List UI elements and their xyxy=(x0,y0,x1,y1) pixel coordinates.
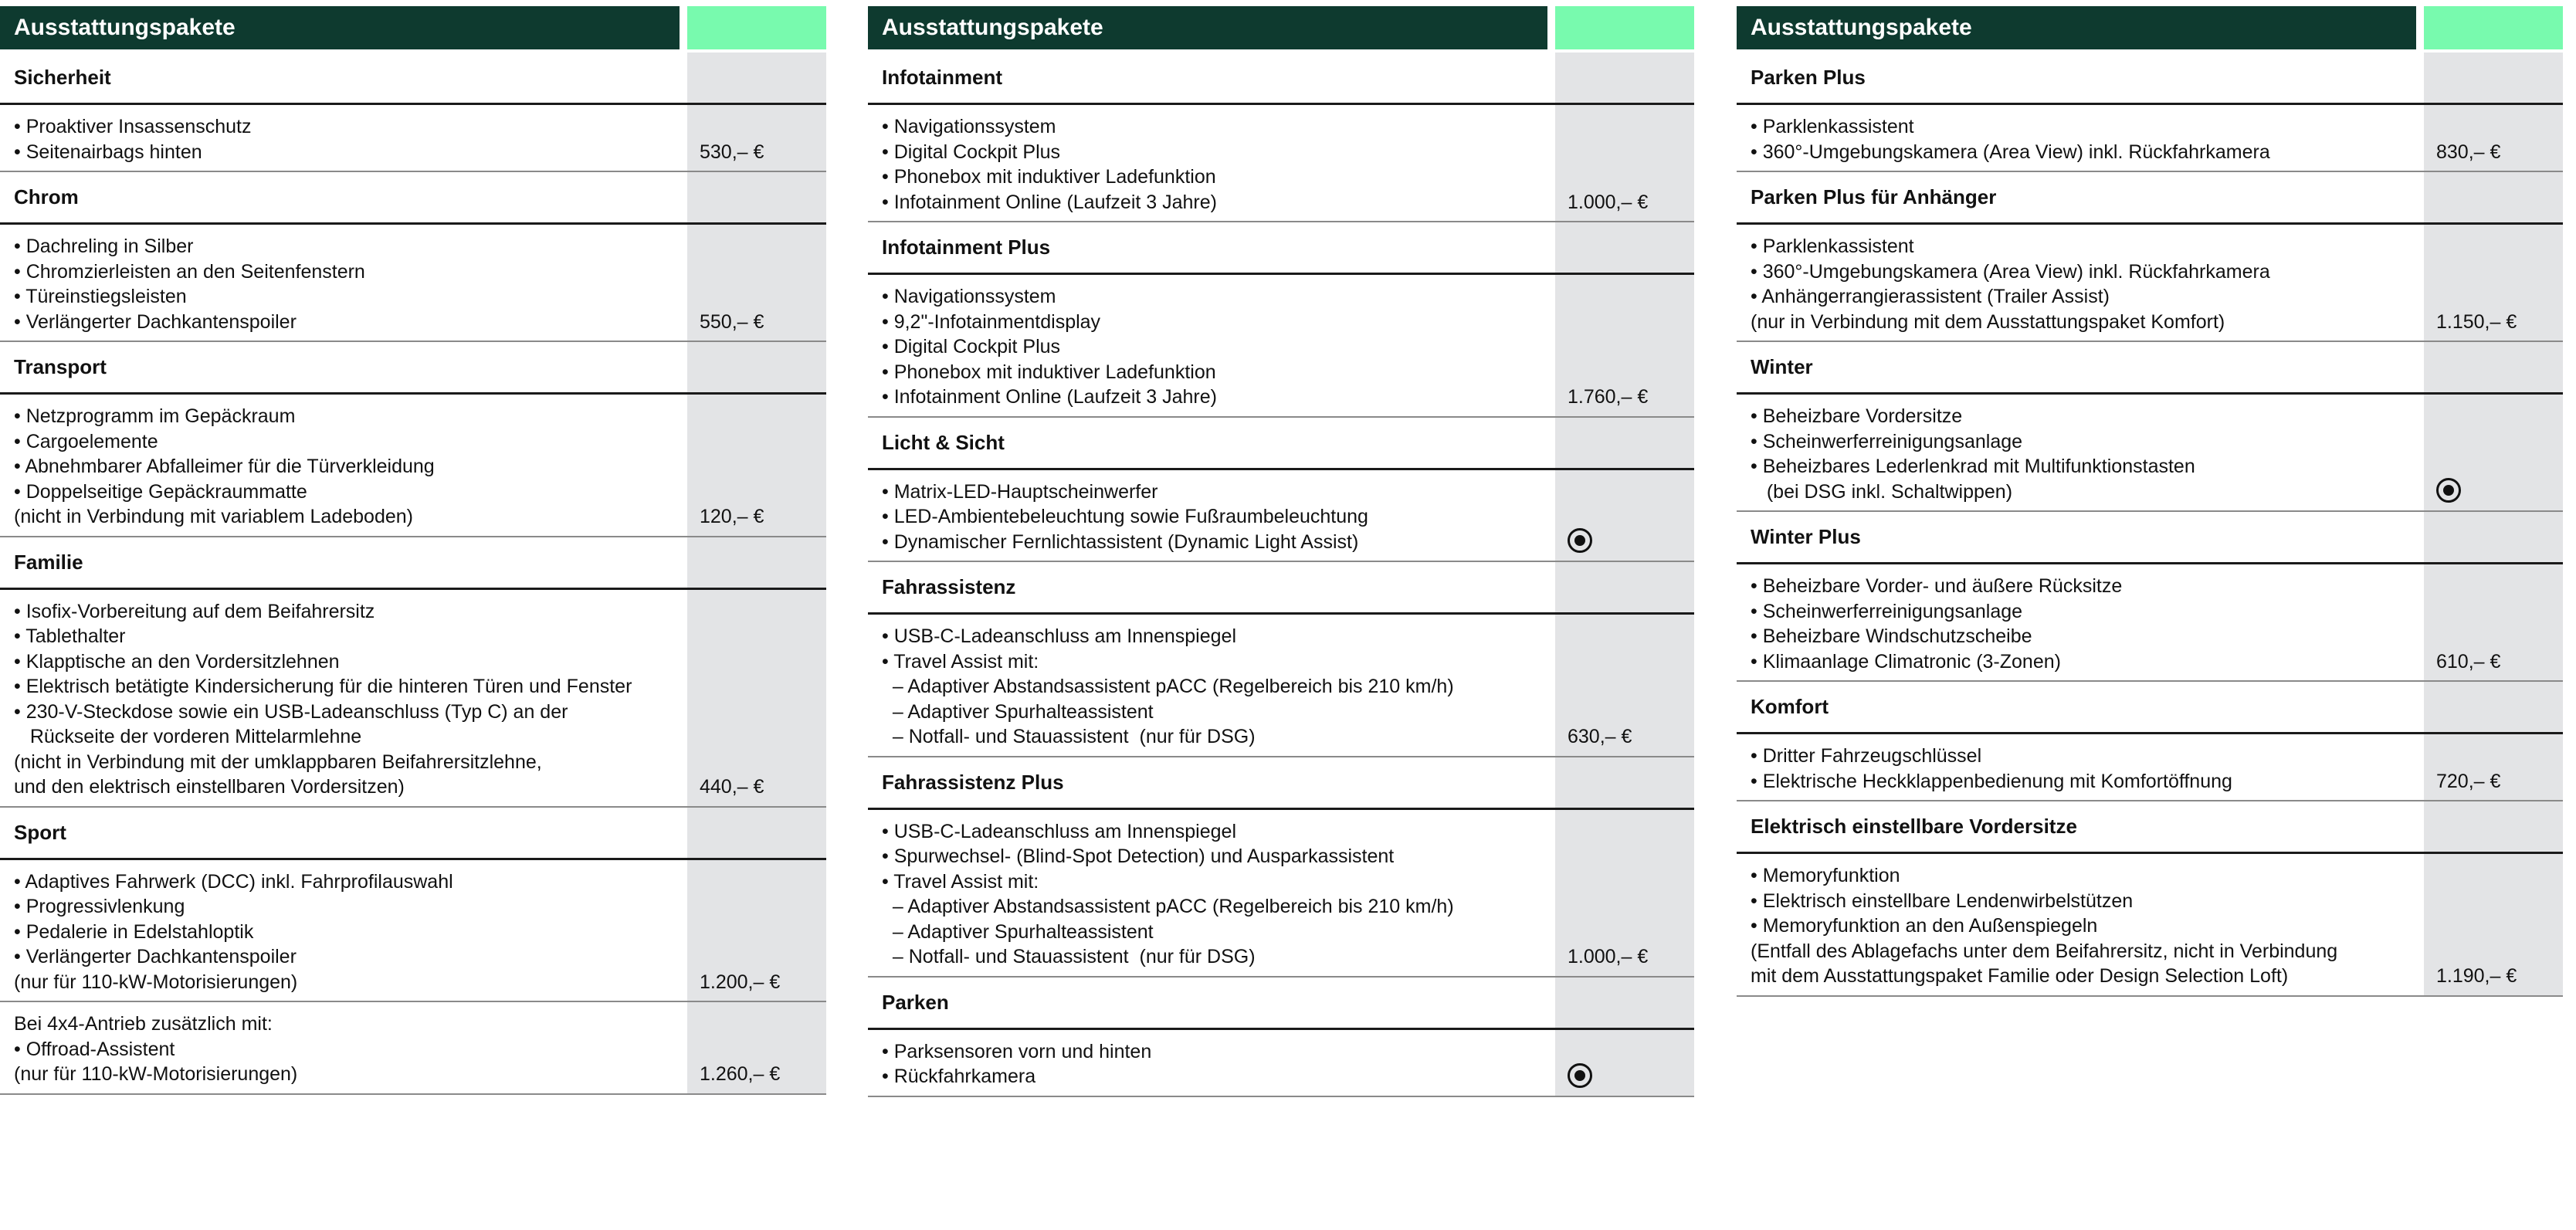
feature-item: und den elektrisch einstellbaren Vordersitzen) xyxy=(14,776,405,798)
section-body xyxy=(1737,854,2563,997)
feature-item: (Entfall des Ablagefachs unter dem Beifahrersitz, nicht in Verbindung xyxy=(1751,940,2338,962)
price-gap xyxy=(1547,810,1555,976)
section-title: Winter Plus xyxy=(1751,525,1861,548)
feature-item: • Klimaanlage Climatronic (3-Zonen) xyxy=(1751,650,2061,673)
price-gap xyxy=(2416,734,2424,800)
section-price-cell xyxy=(687,808,826,858)
feature-list xyxy=(0,225,680,341)
feature-list xyxy=(0,1002,680,1093)
section-header xyxy=(868,418,1694,470)
feature-item: • Elektrisch einstellbare Lendenwirbelstützen xyxy=(1751,889,2134,912)
section-header-gap xyxy=(680,342,687,392)
section-body xyxy=(868,470,1694,563)
header-accent-block xyxy=(2424,6,2563,49)
feature-item: • Navigationssystem xyxy=(882,286,1056,307)
feature-item: (bei DSG inkl. Schaltwippen) xyxy=(1751,480,2013,503)
package-header xyxy=(868,6,1694,49)
feature-list xyxy=(868,275,1547,416)
section-title: Licht & Sicht xyxy=(882,430,1005,454)
section-header xyxy=(868,978,1694,1030)
column-3 xyxy=(1737,6,2563,997)
standard-equipment-icon xyxy=(1568,528,1592,553)
price-gap xyxy=(1547,1030,1555,1096)
section-body xyxy=(0,395,826,537)
price-gap xyxy=(1547,275,1555,416)
section-header-gap xyxy=(680,172,687,222)
header-accent-block xyxy=(687,6,826,49)
section-header xyxy=(868,757,1694,810)
package-price: 1.000,– € xyxy=(1555,105,1694,221)
section-header xyxy=(868,562,1694,615)
feature-item: • Offroad-Assistent xyxy=(14,1038,175,1060)
section-header xyxy=(1737,801,2563,854)
package-price: 1.190,– € xyxy=(2424,854,2563,995)
section-price-cell xyxy=(687,53,826,103)
standard-equipment-icon xyxy=(2436,478,2461,503)
section-body xyxy=(0,860,826,1003)
package-price xyxy=(1555,1030,1694,1096)
section-price-cell xyxy=(2424,801,2563,852)
feature-item: • 9,2"-Infotainmentdisplay xyxy=(882,310,1101,333)
feature-item: • Abnehmbarer Abfalleimer für die Türverkleidung xyxy=(14,456,435,477)
feature-item: • Seitenairbags hinten xyxy=(14,141,202,163)
section-price-cell xyxy=(687,537,826,588)
section-body xyxy=(1737,395,2563,512)
section-title: Parken Plus xyxy=(1751,66,1866,89)
section-header xyxy=(0,808,826,860)
feature-item: (nur für 110-kW-Motorisierungen) xyxy=(14,1063,298,1085)
section-body xyxy=(1737,225,2563,342)
section-body xyxy=(0,225,826,342)
section-title: Parken Plus für Anhänger xyxy=(1751,185,1997,208)
section-title: Infotainment Plus xyxy=(882,235,1051,259)
header-gap xyxy=(2416,6,2424,49)
feature-list xyxy=(1737,225,2416,341)
price-gap xyxy=(680,225,687,341)
feature-list xyxy=(0,590,680,806)
section-header xyxy=(0,342,826,395)
feature-item: • Digital Cockpit Plus xyxy=(882,141,1061,163)
feature-item: • Proaktiver Insassenschutz xyxy=(14,116,252,137)
section-header-gap xyxy=(1547,757,1555,808)
price-gap xyxy=(680,395,687,536)
header-gap xyxy=(680,6,687,49)
section-price-cell xyxy=(1555,978,1694,1028)
section-header-gap xyxy=(1547,978,1555,1028)
package-price: 120,– € xyxy=(687,395,826,536)
feature-item: – Adaptiver Abstandsassistent pACC (Regelbereich bis 210 km/h) xyxy=(882,896,1454,917)
feature-item: • Rückfahrkamera xyxy=(882,1066,1036,1087)
section-price-cell xyxy=(2424,512,2563,562)
feature-item: • Cargoelemente xyxy=(14,430,158,452)
feature-item: • Dritter Fahrzeugschlüssel xyxy=(1751,745,1982,767)
price-gap xyxy=(680,590,687,806)
section-price-cell xyxy=(1555,418,1694,468)
header-accent-block xyxy=(1555,6,1694,49)
header-gap xyxy=(1547,6,1555,49)
feature-item: • Digital Cockpit Plus xyxy=(882,336,1061,357)
feature-item: • Beheizbares Lederlenkrad mit Multifunktionstasten xyxy=(1751,456,2195,477)
section-header xyxy=(1737,512,2563,564)
section-header-gap xyxy=(2416,172,2424,222)
section-price-cell xyxy=(1555,757,1694,808)
section-body xyxy=(1737,564,2563,682)
section-header-gap xyxy=(680,537,687,588)
package-price: 1.150,– € xyxy=(2424,225,2563,341)
feature-item: • Verlängerter Dachkantenspoiler xyxy=(14,310,297,333)
feature-item: (nicht in Verbindung mit der umklappbaren Beifahrersitzlehne, xyxy=(14,751,542,773)
standard-equipment-dot xyxy=(2443,485,2454,496)
section-body xyxy=(868,615,1694,757)
section-header-gap xyxy=(2416,682,2424,732)
feature-item: – Adaptiver Spurhalteassistent xyxy=(882,920,1154,943)
package-header xyxy=(0,6,826,49)
section-body xyxy=(868,1030,1694,1097)
section-body xyxy=(0,590,826,808)
header-title: Ausstattungspakete xyxy=(0,6,680,49)
feature-item: • Memoryfunktion xyxy=(1751,865,1900,886)
feature-item: • Spurwechsel- (Blind-Spot Detection) und Ausparkassistent xyxy=(882,845,1395,867)
standard-equipment-dot xyxy=(1574,535,1585,546)
price-gap xyxy=(1547,615,1555,756)
section-price-cell xyxy=(2424,53,2563,103)
section-body xyxy=(868,275,1694,418)
section-price-cell xyxy=(687,172,826,222)
section-body xyxy=(868,810,1694,978)
feature-item: • Progressivlenkung xyxy=(14,896,185,917)
feature-item: mit dem Ausstattungspaket Familie oder Design Selection Loft) xyxy=(1751,965,2289,987)
section-header xyxy=(868,222,1694,275)
package-price: 530,– € xyxy=(687,105,826,171)
section-title: Fahrassistenz xyxy=(882,575,1016,598)
feature-item: • Scheinwerferreinigungsanlage xyxy=(1751,600,2023,622)
feature-item: • USB-C-Ladeanschluss am Innenspiegel xyxy=(882,820,1236,842)
feature-list xyxy=(868,810,1547,976)
package-price xyxy=(2424,395,2563,510)
feature-item: • Dynamischer Fernlichtassistent (Dynamic Light Assist) xyxy=(882,530,1359,553)
section-body xyxy=(0,1002,826,1095)
section-body xyxy=(1737,105,2563,172)
header-title: Ausstattungspakete xyxy=(1737,6,2416,49)
feature-item: • USB-C-Ladeanschluss am Innenspiegel xyxy=(882,625,1236,647)
price-gap xyxy=(2416,854,2424,995)
section-header xyxy=(0,537,826,590)
feature-item: • Tablethalter xyxy=(14,625,126,647)
section-title: Familie xyxy=(14,550,83,574)
section-title: Komfort xyxy=(1751,695,1829,718)
feature-item: • Chromzierleisten an den Seitenfenstern xyxy=(14,260,365,283)
feature-item: (nicht in Verbindung mit variablem Ladeboden) xyxy=(14,506,413,527)
section-price-cell xyxy=(2424,682,2563,732)
feature-list xyxy=(0,105,680,171)
feature-item: • Scheinwerferreinigungsanlage xyxy=(1751,430,2023,452)
feature-item: • Klapptische an den Vordersitzlehnen xyxy=(14,650,340,673)
feature-item: • Isofix-Vorbereitung auf dem Beifahrersitz xyxy=(14,600,375,622)
section-price-cell xyxy=(1555,562,1694,612)
feature-item: • Pedalerie in Edelstahloptik xyxy=(14,920,254,943)
feature-list xyxy=(868,470,1547,561)
package-price: 1.000,– € xyxy=(1555,810,1694,976)
feature-item: • Parksensoren vorn und hinten xyxy=(882,1040,1152,1062)
section-title: Winter xyxy=(1751,355,1813,378)
package-price: 830,– € xyxy=(2424,105,2563,171)
section-header-gap xyxy=(2416,342,2424,392)
section-header xyxy=(1737,342,2563,395)
feature-item: – Notfall- und Stauassistent (nur für DSG) xyxy=(882,726,1256,747)
price-gap xyxy=(1547,105,1555,221)
section-header-gap xyxy=(2416,53,2424,103)
section-price-cell xyxy=(1555,222,1694,273)
column-2 xyxy=(868,6,1694,1097)
feature-item: • Parklenkassistent xyxy=(1751,235,1914,257)
feature-item: • 230-V-Steckdose sowie ein USB-Ladeanschluss (Typ C) an der xyxy=(14,700,568,723)
feature-item: • Phonebox mit induktiver Ladefunktion xyxy=(882,361,1216,383)
feature-item: – Adaptiver Spurhalteassistent xyxy=(882,700,1154,723)
feature-item: – Adaptiver Abstandsassistent pACC (Regelbereich bis 210 km/h) xyxy=(882,676,1454,697)
section-header xyxy=(1737,682,2563,734)
package-header xyxy=(1737,6,2563,49)
feature-item: • Memoryfunktion an den Außenspiegeln xyxy=(1751,915,2098,937)
section-title: Fahrassistenz Plus xyxy=(882,770,1064,794)
price-gap xyxy=(680,1002,687,1093)
price-gap xyxy=(2416,225,2424,341)
feature-item: • Beheizbare Windschutzscheibe xyxy=(1751,625,2032,647)
package-price: 440,– € xyxy=(687,590,826,806)
feature-item: • Doppelseitige Gepäckraummatte xyxy=(14,480,307,503)
feature-item: • Adaptives Fahrwerk (DCC) inkl. Fahrprofilauswahl xyxy=(14,870,453,893)
package-price: 1.260,– € xyxy=(687,1002,826,1093)
feature-item: • Dachreling in Silber xyxy=(14,235,194,257)
feature-item: • Travel Assist mit: xyxy=(882,870,1039,893)
section-title: Parken xyxy=(882,990,949,1014)
feature-list xyxy=(868,105,1547,221)
section-price-cell xyxy=(687,342,826,392)
feature-list xyxy=(868,615,1547,756)
feature-item: Bei 4x4-Antrieb zusätzlich mit: xyxy=(14,1013,273,1035)
section-title: Elektrisch einstellbare Vordersitze xyxy=(1751,815,2077,838)
package-price: 550,– € xyxy=(687,225,826,341)
standard-equipment-dot xyxy=(1574,1070,1585,1081)
package-price: 610,– € xyxy=(2424,564,2563,680)
package-price: 1.760,– € xyxy=(1555,275,1694,416)
package-price: 630,– € xyxy=(1555,615,1694,756)
feature-item: • LED-Ambientebeleuchtung sowie Fußraumbeleuchtung xyxy=(882,506,1368,527)
header-title: Ausstattungspakete xyxy=(868,6,1547,49)
feature-item: (nur in Verbindung mit dem Ausstattungspaket Komfort) xyxy=(1751,310,2225,333)
section-header-gap xyxy=(680,808,687,858)
feature-list xyxy=(1737,564,2416,680)
feature-item: • Phonebox mit induktiver Ladefunktion xyxy=(882,166,1216,188)
feature-list xyxy=(0,860,680,1001)
section-price-cell xyxy=(2424,342,2563,392)
feature-item: • Elektrische Heckklappenbedienung mit Komfortöffnung xyxy=(1751,770,2232,792)
section-header xyxy=(1737,172,2563,225)
section-header xyxy=(1737,53,2563,105)
section-header-gap xyxy=(2416,801,2424,852)
section-header-gap xyxy=(1547,562,1555,612)
price-gap xyxy=(2416,564,2424,680)
section-body xyxy=(1737,734,2563,801)
feature-list xyxy=(1737,395,2416,510)
section-price-cell xyxy=(1555,53,1694,103)
feature-item: • Travel Assist mit: xyxy=(882,650,1039,673)
feature-list xyxy=(868,1030,1547,1096)
section-price-cell xyxy=(2424,172,2563,222)
feature-item: • Elektrisch betätigte Kindersicherung für die hinteren Türen und Fenster xyxy=(14,676,632,697)
feature-item: • Anhängerrangierassistent (Trailer Assist) xyxy=(1751,286,2110,307)
section-title: Chrom xyxy=(14,185,79,208)
package-price: 720,– € xyxy=(2424,734,2563,800)
section-header-gap xyxy=(2416,512,2424,562)
section-header xyxy=(0,172,826,225)
section-body xyxy=(868,105,1694,222)
feature-item: • Infotainment Online (Laufzeit 3 Jahre) xyxy=(882,386,1217,408)
feature-list xyxy=(0,395,680,536)
section-title: Sicherheit xyxy=(14,66,111,89)
feature-item: • Matrix-LED-Hauptscheinwerfer xyxy=(882,480,1158,503)
feature-list xyxy=(1737,105,2416,171)
feature-item: • 360°-Umgebungskamera (Area View) inkl. Rückfahrkamera xyxy=(1751,141,2270,163)
section-title: Transport xyxy=(14,355,107,378)
feature-item: • Verlängerter Dachkantenspoiler xyxy=(14,946,297,967)
package-price xyxy=(1555,470,1694,561)
feature-item: • Navigationssystem xyxy=(882,116,1056,137)
section-header-gap xyxy=(1547,53,1555,103)
section-title: Sport xyxy=(14,820,66,844)
section-body xyxy=(0,105,826,172)
feature-item: • Beheizbare Vordersitze xyxy=(1751,405,1963,427)
feature-list xyxy=(1737,734,2416,800)
section-header xyxy=(868,53,1694,105)
feature-item: • Parklenkassistent xyxy=(1751,116,1914,137)
feature-list xyxy=(1737,854,2416,995)
feature-item: • 360°-Umgebungskamera (Area View) inkl. Rückfahrkamera xyxy=(1751,260,2270,283)
feature-item: – Notfall- und Stauassistent (nur für DSG) xyxy=(882,946,1256,967)
section-header-gap xyxy=(1547,222,1555,273)
section-header-gap xyxy=(680,53,687,103)
column-1 xyxy=(0,6,826,1095)
section-title: Infotainment xyxy=(882,66,1002,89)
feature-item: • Beheizbare Vorder- und äußere Rücksitze xyxy=(1751,575,2123,597)
standard-equipment-icon xyxy=(1568,1063,1592,1088)
price-gap xyxy=(2416,105,2424,171)
section-header-gap xyxy=(1547,418,1555,468)
package-price: 1.200,– € xyxy=(687,860,826,1001)
feature-item: • Infotainment Online (Laufzeit 3 Jahre) xyxy=(882,191,1217,213)
section-header xyxy=(0,53,826,105)
feature-item: Rückseite der vorderen Mittelarmlehne xyxy=(14,726,362,747)
feature-item: (nur für 110-kW-Motorisierungen) xyxy=(14,971,298,993)
price-gap xyxy=(2416,395,2424,510)
feature-item: • Netzprogramm im Gepäckraum xyxy=(14,405,296,427)
price-gap xyxy=(680,860,687,1001)
price-gap xyxy=(680,105,687,171)
feature-item: • Türeinstiegsleisten xyxy=(14,286,187,307)
price-gap xyxy=(1547,470,1555,561)
